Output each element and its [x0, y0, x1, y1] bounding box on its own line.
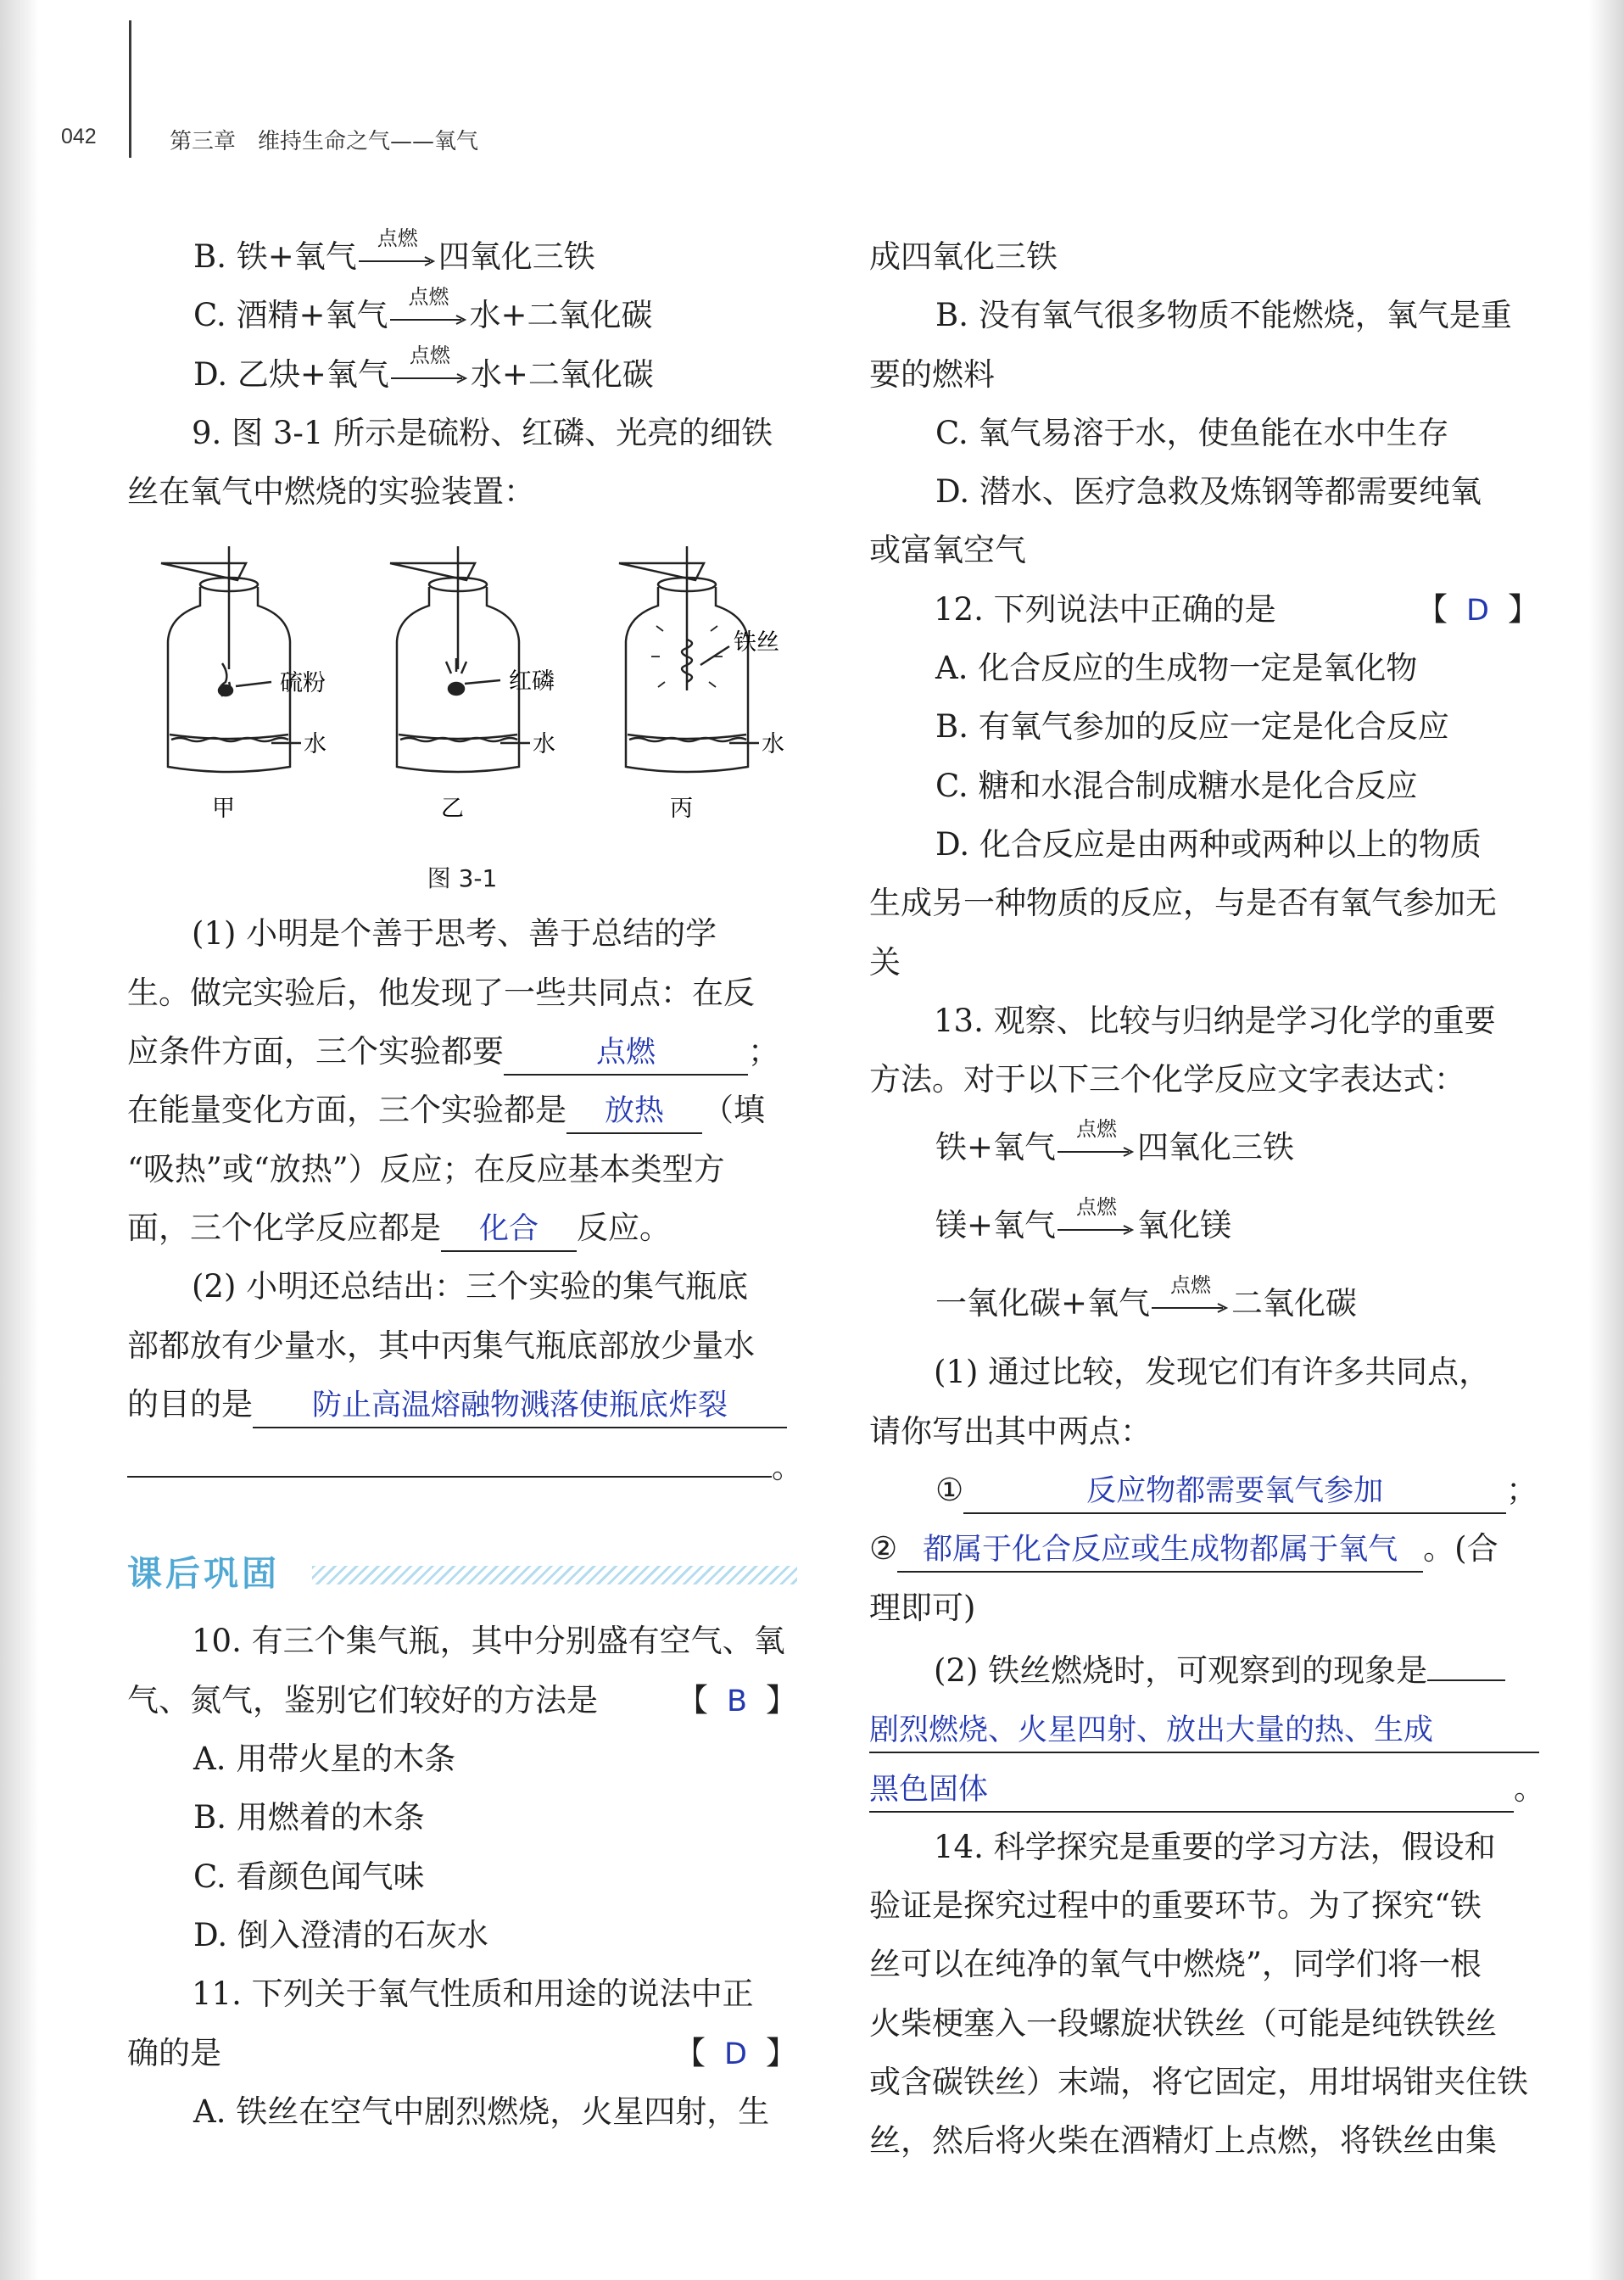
q9-1-line-1: (1) 小明是个善于思考、善于总结的学 — [192, 915, 717, 953]
q9-1-line-5: “吸热”或“放热”）反应；在反应基本类型方 — [127, 1150, 725, 1188]
q13-2-answer-1 — [869, 1700, 1539, 1758]
answer-common-2: 都属于化合反应或生成物都属于氧气 — [897, 1528, 1423, 1573]
q11-stem-2: 确的是 【 D 】 — [127, 2024, 797, 2082]
answer-common-1: 反应物都需要氧气参加 — [963, 1470, 1506, 1514]
section-hatch — [312, 1566, 797, 1584]
q13-answer-1-line: ① 反应物都需要氧气参加 ； — [869, 1461, 1539, 1519]
q13-stem-2: 方法。对于以下三个化学反应文字表达式： — [869, 1061, 1465, 1098]
q10-stem-2: 气、氮气，鉴别它们较好的方法是 【 B 】 — [127, 1671, 797, 1730]
label-water-1: 水 — [304, 731, 326, 758]
reaction-arrow: 点燃 — [1152, 1294, 1230, 1318]
q12-option-d-3: 关 — [869, 943, 901, 981]
answer-heat: 放热 — [566, 1090, 702, 1134]
figure-caption: 图 3-1 — [427, 864, 498, 893]
q14-line-3: 丝可以在纯净的氧气中燃烧”，同学们将一根 — [869, 1946, 1482, 1983]
label-jia: 甲 — [212, 796, 235, 823]
chapter-title: 第三章 维持生命之气——氧气 — [170, 129, 479, 154]
label-bing: 丙 — [670, 796, 693, 823]
jar-yi — [390, 546, 530, 772]
q14-line-1: 14. 科学探究是重要的学习方法，假设和 — [934, 1828, 1496, 1865]
q9-2-line-1: (2) 小明还总结出：三个实验的集气瓶底 — [192, 1268, 749, 1305]
q14-line-5: 或含碳铁丝）末端，将它固定，用坩埚钳夹住铁 — [869, 2064, 1528, 2101]
label-water-3: 水 — [762, 731, 784, 758]
q10-answer: B — [726, 1684, 747, 1718]
reaction-arrow: 点燃 — [1058, 1216, 1136, 1240]
label-iron-wire: 铁丝 — [734, 629, 779, 657]
option-d: D. 乙炔+氧气 点燃 水+二氧化碳 — [193, 344, 654, 393]
q12-stem: 12. 下列说法中正确的是 【 D 】 — [869, 580, 1539, 639]
q12-option-b: B. 有氧气参加的反应一定是化合反应 — [935, 708, 1449, 746]
q10-option-a: A. 用带火星的木条 — [193, 1741, 456, 1778]
answer-phenomenon-2: 黑色固体 — [869, 1769, 1514, 1813]
q9-stem-1: 9. 图 3-1 所示是硫粉、红磷、光亮的细铁 — [192, 414, 773, 451]
q9-1-line-4: 在能量变化方面，三个实验都是 放热 （填 — [127, 1081, 797, 1139]
q12-option-d-2: 生成另一种物质的反应，与是否有氧气参加无 — [869, 885, 1497, 922]
q12-answer: D — [1466, 593, 1489, 628]
q10-stem-1: 10. 有三个集气瓶，其中分别盛有空气、氧 — [192, 1623, 785, 1660]
q12-option-a: A. 化合反应的生成物一定是氧化物 — [935, 650, 1418, 687]
option-c: C. 酒精+氧气 点燃 水+二氧化碳 — [193, 284, 653, 334]
q14-line-6: 丝，然后将火柴在酒精灯上点燃，将铁丝由集 — [869, 2122, 1497, 2160]
reaction-arrow: 点燃 — [359, 248, 437, 271]
left-column — [127, 226, 803, 2141]
label-phosphorus: 红磷 — [509, 668, 555, 696]
q13-1-line-5: 理即可) — [869, 1589, 976, 1626]
q13-2-answer-2: 黑色固体 。 — [869, 1759, 1539, 1818]
q9-1-line-2: 生。做完实验后，他发现了一些共同点：在反 — [127, 974, 755, 1011]
equation-3: 一氧化碳+氧气 点燃 二氧化碳 — [935, 1272, 1358, 1322]
section-title: 课后巩固 — [127, 1553, 280, 1595]
q9-2-line-4: 。 — [127, 1433, 797, 1496]
equation-1: 铁+氧气 点燃 四氧化三铁 — [935, 1116, 1295, 1166]
page-number: 042 — [61, 125, 97, 148]
reaction-arrow: 点燃 — [390, 306, 468, 330]
q11-option-a: A. 铁丝在空气中剧烈燃烧，火星四射，生 — [193, 2093, 770, 2130]
answer-purpose: 防止高温熔融物溅落使瓶底炸裂 — [253, 1384, 787, 1428]
q11-option-c: C. 氧气易溶于水，使鱼能在水中生存 — [935, 414, 1449, 451]
jar-bing — [619, 546, 759, 772]
q11-option-a-cont: 成四氧化三铁 — [869, 238, 1058, 275]
answer-condition: 点燃 — [504, 1031, 748, 1076]
option-b: B. 铁+氧气 点燃 四氧化三铁 — [193, 226, 595, 275]
q10-answer-bracket: 【 B 】 — [676, 1681, 797, 1718]
q13-stem-1: 13. 观察、比较与归纳是学习化学的重要 — [934, 1002, 1496, 1039]
q11-option-b-2: 要的燃料 — [869, 355, 995, 393]
label-yi: 乙 — [441, 796, 464, 823]
equation-2: 镁+氧气 点燃 氧化镁 — [935, 1194, 1232, 1244]
reaction-arrow: 点燃 — [1058, 1138, 1136, 1162]
figure-3-1 — [127, 521, 797, 853]
apparatus-figure — [144, 546, 806, 835]
jar-jia — [161, 546, 301, 772]
q13-1-line-1: (1) 通过比较，发现它们有许多共同点， — [934, 1354, 1491, 1391]
q11-option-d-1: D. 潜水、医疗急救及炼钢等都需要纯氧 — [935, 473, 1482, 511]
q13-answer-2-line: ② 都属于化合反应或生成物都属于氧气 。(合 — [869, 1519, 1539, 1578]
q11-option-b-1: B. 没有氧气很多物质不能燃烧，氧气是重 — [935, 297, 1512, 334]
label-sulfur: 硫粉 — [280, 670, 326, 697]
q10-option-d: D. 倒入澄清的石灰水 — [193, 1916, 488, 1953]
q11-stem-1: 11. 下列关于氧气性质和用途的说法中正 — [192, 1975, 754, 2013]
right-column — [869, 227, 1545, 2171]
q9-1-line-3: 应条件方面，三个实验都要 点燃 ； — [127, 1022, 797, 1081]
answer-reaction-type: 化合 — [441, 1208, 577, 1252]
q12-answer-bracket: 【 D 】 — [1416, 590, 1539, 628]
reaction-arrow: 点燃 — [391, 365, 469, 388]
q12-option-c: C. 糖和水混合制成糖水是化合反应 — [935, 767, 1418, 804]
q11-answer-bracket: 【 D 】 — [674, 2034, 797, 2071]
section-header — [127, 1530, 797, 1612]
page-edge-right — [1588, 0, 1624, 2280]
q10-option-c: C. 看颜色闻气味 — [193, 1858, 425, 1895]
q9-stem-2: 丝在氧气中燃烧的实验装置： — [127, 473, 535, 511]
q13-1-line-2: 请你写出其中两点： — [869, 1412, 1152, 1450]
q14-line-2: 验证是探究过程中的重要环节。为了探究“铁 — [869, 1887, 1482, 1925]
header-rule — [129, 20, 131, 158]
q11-option-d-2: 或富氧空气 — [869, 532, 1026, 569]
q9-2-line-3: 的目的是 防止高温熔融物溅落使瓶底炸裂 — [127, 1375, 797, 1433]
label-water-2: 水 — [533, 731, 555, 758]
q9-1-line-6: 面，三个化学反应都是 化合 反应。 — [127, 1199, 797, 1257]
q12-option-d-1: D. 化合反应是由两种或两种以上的物质 — [935, 825, 1482, 863]
q14-line-4: 火柴梗塞入一段螺旋状铁丝（可能是纯铁铁丝 — [869, 2004, 1497, 2042]
q13-2-line-1: (2) 铁丝燃烧时，可观察到的现象是 — [869, 1637, 1539, 1700]
q11-answer: D — [724, 2037, 747, 2071]
answer-phenomenon-1: 剧烈燃烧、火星四射、放出大量的热、生成 — [869, 1709, 1539, 1753]
page-edge-left — [0, 0, 39, 2280]
q9-2-line-2: 部都放有少量水，其中丙集气瓶底部放少量水 — [127, 1327, 755, 1364]
q10-option-b: B. 用燃着的木条 — [193, 1799, 425, 1836]
